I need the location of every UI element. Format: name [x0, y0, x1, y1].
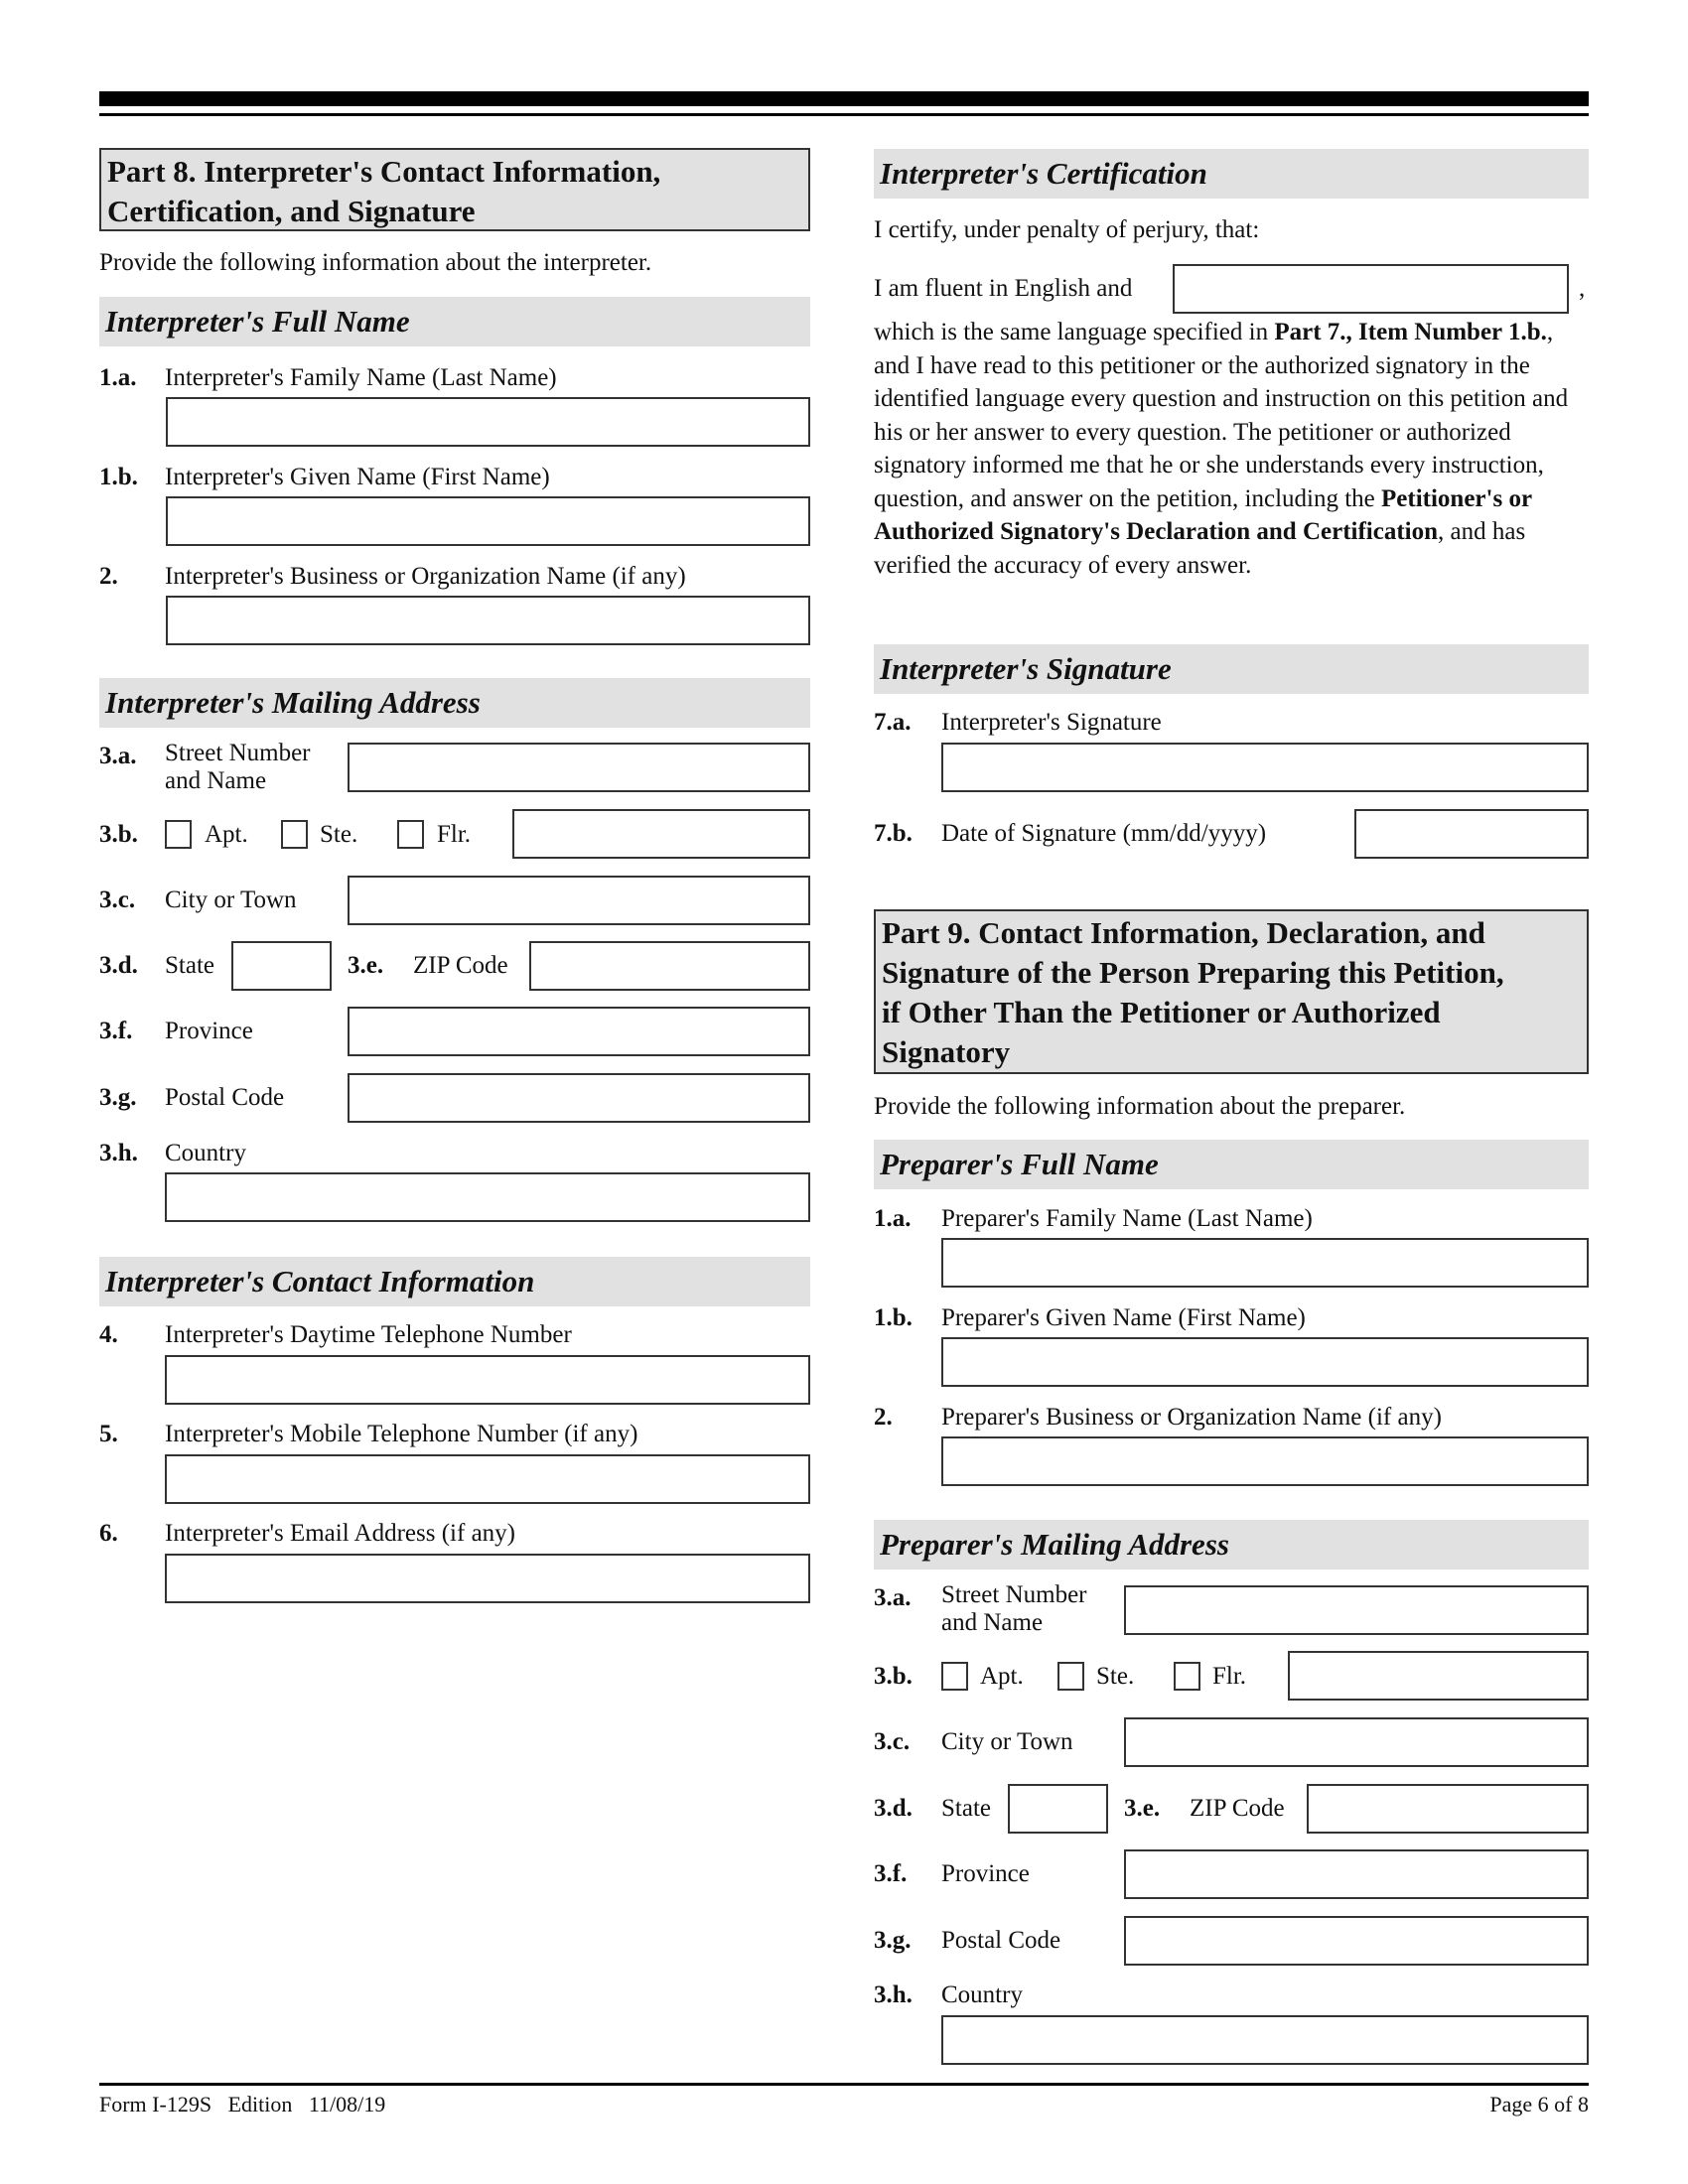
- edition-label: Edition: [227, 2092, 293, 2116]
- item-number: 3.e.: [1124, 1795, 1161, 1822]
- interpreter-zip-input[interactable]: [529, 941, 810, 991]
- footer-form-info: [99, 2091, 385, 2118]
- item-number: 3.c.: [99, 887, 136, 913]
- preparer-family-name-input[interactable]: [941, 1238, 1589, 1288]
- field-label: Postal Code: [165, 1084, 285, 1111]
- field-label: [165, 740, 310, 795]
- certification-paragraph: [874, 316, 1589, 582]
- interpreter-signature-date-input[interactable]: [1354, 809, 1589, 859]
- language-input[interactable]: [1173, 264, 1569, 314]
- item-number: 3.h.: [99, 1140, 138, 1166]
- field-label: State: [941, 1795, 991, 1822]
- item-number: 3.f.: [874, 1860, 908, 1887]
- interpreter-city-input[interactable]: [348, 876, 810, 925]
- item-number: 3.b.: [99, 821, 138, 848]
- field-label: Interpreter's Email Address (if any): [165, 1520, 515, 1547]
- field-label: Postal Code: [941, 1927, 1061, 1954]
- item-number: 1.a.: [99, 364, 137, 391]
- item-number: 3.c.: [874, 1728, 911, 1755]
- preparer-city-input[interactable]: [1124, 1717, 1589, 1767]
- field-label: State: [165, 952, 214, 979]
- preparer-business-name-input[interactable]: [941, 1436, 1589, 1486]
- part8-title-line1: Part 8. Interpreter's Contact Information,: [107, 154, 661, 189]
- item-number: 3.e.: [348, 952, 384, 979]
- cert-bold-ref: Petitioner's or Authorized Signatory's Declaration and Certification: [874, 484, 1532, 545]
- interpreter-signature-input[interactable]: [941, 743, 1589, 792]
- field-label: Interpreter's Mobile Telephone Number (if any): [165, 1421, 638, 1447]
- flr-checkbox[interactable]: [1174, 1662, 1200, 1691]
- item-number: 1.a.: [874, 1205, 912, 1232]
- item-number: 4.: [99, 1321, 118, 1348]
- checkbox-label: Flr.: [437, 821, 472, 848]
- item-number: 3.g.: [99, 1084, 137, 1111]
- fluent-prefix: I am fluent in English and: [874, 275, 1133, 302]
- interpreter-business-name-input[interactable]: [166, 596, 810, 645]
- field-label: Preparer's Business or Organization Name (if any): [941, 1404, 1442, 1431]
- interpreter-given-name-input[interactable]: [166, 496, 810, 546]
- field-label: Country: [941, 1981, 1023, 2008]
- field-label: Interpreter's Given Name (First Name): [165, 464, 550, 490]
- header-thick-rule: [99, 91, 1589, 106]
- field-label: City or Town: [165, 887, 297, 913]
- item-number: 3.g.: [874, 1927, 912, 1954]
- interpreter-email-input[interactable]: [165, 1554, 810, 1603]
- preparer-street-input[interactable]: [1124, 1585, 1589, 1635]
- interpreter-province-input[interactable]: [348, 1007, 810, 1056]
- preparer-state-input[interactable]: [1008, 1784, 1108, 1834]
- header-thin-rule: [99, 113, 1589, 116]
- flr-checkbox[interactable]: [397, 820, 424, 849]
- part9-title-line2: Signature of the Person Preparing this Petition,: [882, 955, 1504, 990]
- fluent-suffix: ,: [1579, 275, 1586, 302]
- item-number: 3.b.: [874, 1663, 913, 1690]
- part9-title-line1: Part 9. Contact Information, Declaration, and: [882, 915, 1485, 950]
- field-label: Preparer's Given Name (First Name): [941, 1304, 1306, 1331]
- interpreter-mobile-phone-input[interactable]: [165, 1454, 810, 1504]
- field-label: [941, 1581, 1086, 1637]
- preparer-unit-number-input[interactable]: [1288, 1651, 1589, 1701]
- checkbox-label: Flr.: [1212, 1663, 1247, 1690]
- certify-intro: I certify, under penalty of perjury, that:: [874, 216, 1260, 243]
- street-label-line2: and Name: [941, 1609, 1044, 1636]
- edition-date: 11/08/19: [308, 2092, 386, 2116]
- part8-title-line2: Certification, and Signature: [107, 194, 476, 228]
- item-number: 3.a.: [874, 1584, 912, 1611]
- item-number: 6.: [99, 1520, 118, 1547]
- interpreter-postal-code-input[interactable]: [348, 1073, 810, 1123]
- interpreter-mailing-address-header: Interpreter's Mailing Address: [99, 678, 810, 728]
- preparer-country-input[interactable]: [941, 2015, 1589, 2065]
- checkbox-label: Ste.: [1096, 1663, 1135, 1690]
- field-label: Country: [165, 1140, 246, 1166]
- street-label-line1: Street Number: [941, 1581, 1087, 1608]
- field-label: Province: [941, 1860, 1030, 1887]
- preparer-zip-input[interactable]: [1307, 1784, 1589, 1834]
- footer-rule: [99, 2083, 1589, 2086]
- cert-text: which is the same language specified in: [874, 319, 1275, 345]
- apt-checkbox[interactable]: [165, 820, 192, 849]
- item-number: 3.a.: [99, 743, 137, 769]
- item-number: 3.h.: [874, 1981, 913, 2008]
- item-number: 1.b.: [99, 464, 138, 490]
- checkbox-label: Apt.: [980, 1663, 1024, 1690]
- checkbox-label: Ste.: [320, 821, 358, 848]
- interpreter-family-name-input[interactable]: [166, 397, 810, 447]
- interpreter-daytime-phone-input[interactable]: [165, 1355, 810, 1405]
- preparer-full-name-header: Preparer's Full Name: [874, 1140, 1589, 1189]
- part8-intro: Provide the following information about the interpreter.: [99, 249, 652, 276]
- part9-title-line3: if Other Than the Petitioner or Authorized: [882, 995, 1441, 1029]
- checkbox-label: Apt.: [205, 821, 248, 848]
- item-number: 5.: [99, 1421, 118, 1447]
- cert-bold-ref: Part 7., Item Number 1.b.: [1274, 319, 1547, 345]
- interpreter-country-input[interactable]: [165, 1172, 810, 1222]
- cert-text: , and has verified the accuracy of every answer.: [874, 518, 1526, 579]
- item-number: 3.d.: [874, 1795, 913, 1822]
- preparer-given-name-input[interactable]: [941, 1337, 1589, 1387]
- item-number: 2.: [874, 1404, 893, 1431]
- preparer-mailing-address-header: Preparer's Mailing Address: [874, 1520, 1589, 1570]
- ste-checkbox[interactable]: [281, 820, 308, 849]
- interpreter-street-input[interactable]: [348, 743, 810, 792]
- apt-checkbox[interactable]: [941, 1662, 968, 1691]
- part9-title-line4: Signatory: [882, 1034, 1011, 1069]
- field-label: Preparer's Family Name (Last Name): [941, 1205, 1313, 1232]
- interpreter-signature-header: Interpreter's Signature: [874, 644, 1589, 694]
- field-label: ZIP Code: [1190, 1795, 1285, 1822]
- item-number: 3.d.: [99, 952, 138, 979]
- ste-checkbox[interactable]: [1057, 1662, 1084, 1691]
- item-number: 2.: [99, 563, 118, 590]
- field-label: Interpreter's Daytime Telephone Number: [165, 1321, 572, 1348]
- item-number: 7.b.: [874, 820, 913, 847]
- part9-intro: Provide the following information about the preparer.: [874, 1093, 1406, 1120]
- interpreter-unit-number-input[interactable]: [512, 809, 810, 859]
- interpreter-full-name-header: Interpreter's Full Name: [99, 297, 810, 346]
- field-label: Date of Signature (mm/dd/yyyy): [941, 820, 1267, 847]
- item-number: 1.b.: [874, 1304, 913, 1331]
- form-id: Form I-129S: [99, 2092, 212, 2116]
- interpreter-certification-header: Interpreter's Certification: [874, 149, 1589, 199]
- street-label-line2: and Name: [165, 767, 267, 794]
- cert-text: , and I have read to this petitioner or the authorized signatory in the identified language every question and instruction on this petition and his or her answer to every question. The petitioner or authorized signatory informed me that he or she understands every instruction, question, and answer on the petition, including the: [874, 319, 1569, 512]
- part8-title: [99, 148, 810, 231]
- item-number: 3.f.: [99, 1018, 133, 1044]
- preparer-province-input[interactable]: [1124, 1849, 1589, 1899]
- field-label: Interpreter's Business or Organization Name (if any): [165, 563, 686, 590]
- field-label: ZIP Code: [413, 952, 508, 979]
- part9-title: [874, 909, 1589, 1074]
- field-label: City or Town: [941, 1728, 1073, 1755]
- interpreter-contact-info-header: Interpreter's Contact Information: [99, 1257, 810, 1306]
- street-label-line1: Street Number: [165, 740, 311, 766]
- item-number: 7.a.: [874, 709, 912, 736]
- preparer-postal-code-input[interactable]: [1124, 1916, 1589, 1966]
- field-label: Interpreter's Signature: [941, 709, 1162, 736]
- field-label: Interpreter's Family Name (Last Name): [165, 364, 557, 391]
- field-label: Province: [165, 1018, 253, 1044]
- footer-page-number: Page 6 of 8: [1489, 2092, 1589, 2116]
- interpreter-state-input[interactable]: [231, 941, 332, 991]
